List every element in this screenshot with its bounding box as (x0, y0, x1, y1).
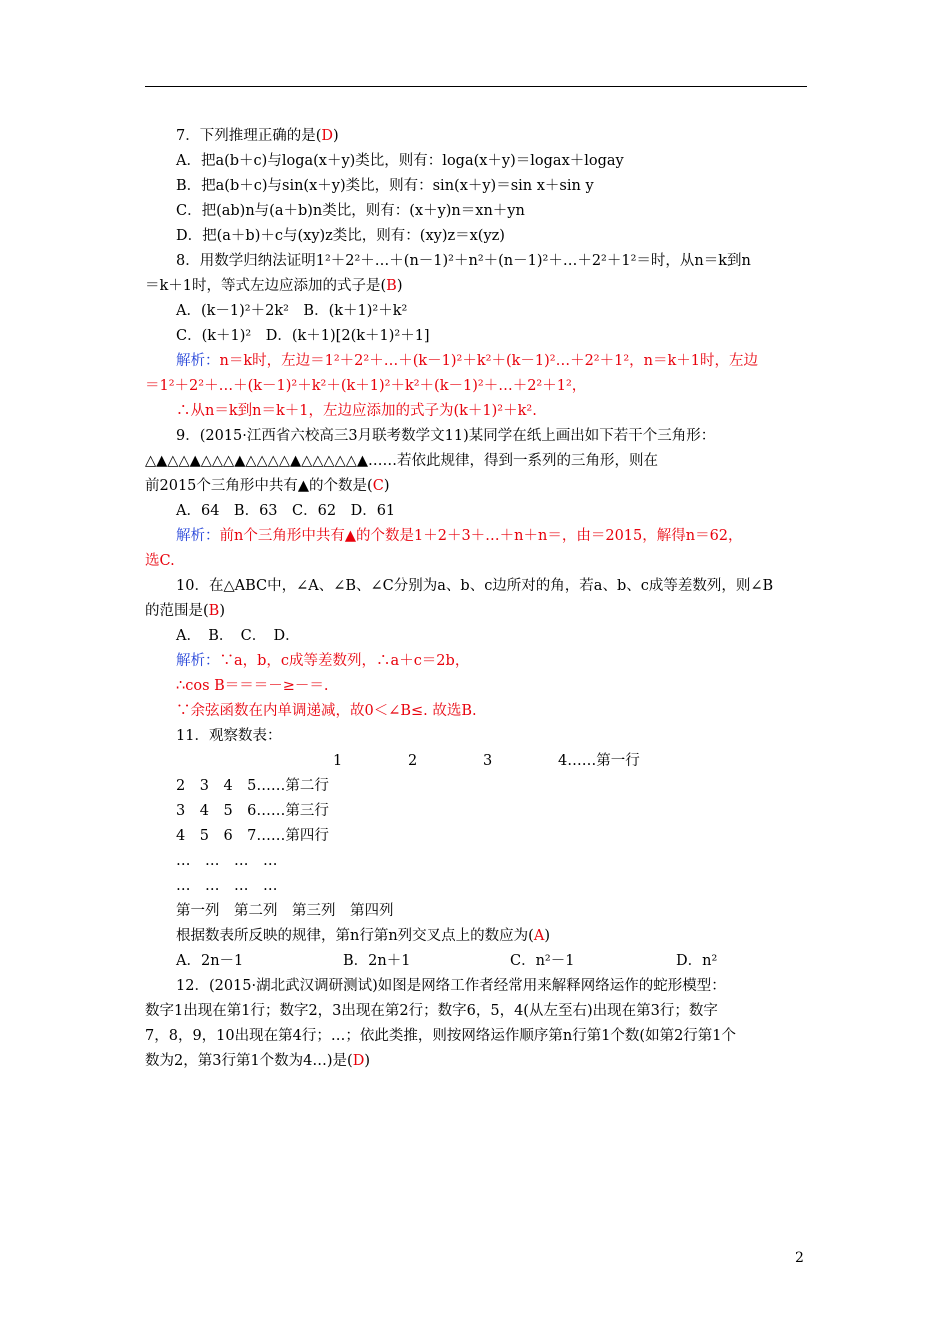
line-text: 9．(2015·江西省六校高三3月联考数学文11)某同学在纸上画出如下若干个三角形： (176, 428, 716, 444)
text-line-q10o (176, 627, 841, 645)
line-text: ＝k＋1时，等式左边应添加的式子是( (145, 278, 387, 294)
solution-label: 解析： (176, 528, 220, 544)
line-text: 根据数表所反映的规律，第n行第n列交叉点上的数应为( (176, 928, 534, 944)
header-rule (145, 86, 807, 87)
table-ellipsis-row-1: … … … … (176, 853, 278, 869)
text-line-q9c (145, 477, 810, 495)
line-text: 选C. (145, 553, 175, 569)
solution-label: 解析： (176, 653, 220, 669)
answer-letter: D (321, 128, 334, 144)
text-line-q11 (176, 727, 841, 745)
table-row-4: 4 5 6 7……第四行 (176, 828, 329, 844)
text-line-q8s3 (176, 402, 841, 420)
text-line-q8 (176, 252, 841, 270)
line-text: 7，8，9，10出现在第4行；…；依此类推，则按网络运作顺序第n行第1个数(如第2行第1个 (145, 1028, 737, 1044)
text-line-q8o1 (176, 302, 841, 320)
q11-option-b: B．2n＋1 (343, 953, 411, 969)
page-number: 2 (795, 1250, 804, 1266)
line-text: 前2015个三角形中共有▲的个数是( (145, 478, 373, 494)
line-text: 12．(2015·湖北武汉调研测试)如图是网络工作者经常用来解释网络运作的蛇形模型： (176, 978, 726, 994)
text-line-q8o2 (176, 327, 841, 345)
text-line-q11q (176, 927, 841, 945)
answer-close-paren: ) (364, 1053, 371, 1069)
text-line-q10b (145, 602, 810, 620)
text-line-q7 (176, 127, 841, 145)
answer-letter: C (372, 478, 384, 494)
line-text: 11．观察数表： (176, 728, 282, 744)
line-text: C．把(ab)n与(a＋b)n类比，则有：(x＋y)n＝xn＋yn (176, 203, 525, 219)
line-text: ∵余弦函数在内单调递减，故0＜∠B≤. 故选B. (176, 703, 477, 719)
table-ellipsis-row-2: … … … … (176, 878, 278, 894)
text-line-q7d (176, 227, 841, 245)
text-line-q7c (176, 202, 841, 220)
answer-close-paren: ) (396, 278, 403, 294)
answer-close-paren: ) (383, 478, 390, 494)
q11-option-a: A．2n－1 (176, 953, 244, 969)
text-line-q10 (176, 577, 841, 595)
line-text: A． B． C． D． (176, 628, 300, 644)
line-text: 8．用数学归纳法证明1²＋2²＋…＋(n－1)²＋n²＋(n－1)²＋…＋2²＋1²＝时，从n＝k到n (176, 253, 751, 269)
text-line-q7b (176, 177, 841, 195)
text-line-q12c (145, 1027, 810, 1045)
line-text: 10．在△ABC中，∠A、∠B、∠C分别为a、b、c边所对的角，若a、b、c成等差数列，则∠B (176, 578, 774, 594)
table-row-3: 3 4 5 6……第三行 (176, 803, 329, 819)
line-text: 的范围是( (145, 603, 209, 619)
line-text: ∴从n＝k到n＝k＋1，左边应添加的式子为(k＋1)²＋k². (176, 403, 537, 419)
answer-close-paren: ) (333, 128, 339, 144)
answer-close-paren: ) (544, 928, 550, 944)
answer-letter: A (533, 928, 545, 944)
line-text: 数为2，第3行第1个数为4…)是( (145, 1053, 353, 1069)
line-text: ∴cos B＝＝＝－≥－＝. (176, 678, 329, 694)
answer-letter: B (386, 278, 397, 294)
text-line-q12d (145, 1052, 810, 1070)
line-text: C．(k＋1)² D．(k＋1)[2(k＋1)²＋1] (176, 328, 430, 344)
table-column-labels: 第一列 第二列 第三列 第四列 (176, 903, 394, 919)
text-line-q12 (176, 977, 841, 995)
q11-option-c: C．n²－1 (510, 953, 575, 969)
text-line-q9s1 (176, 527, 841, 545)
line-text: D．把(a＋b)＋c与(xy)z类比，则有：(xy)z＝x(yz) (176, 228, 505, 244)
table-row-1-col-3: 3 (483, 753, 493, 769)
line-text: A．把a(b＋c)与loga(x＋y)类比，则有：loga(x＋y)＝logax＋logay (176, 153, 624, 169)
line-text: 数字1出现在第1行；数字2，3出现在第2行；数字6，5，4(从左至右)出现在第3行；数字 (145, 1003, 718, 1019)
line-text: B．把a(b＋c)与sin(x＋y)类比，则有：sin(x＋y)＝sin x＋sin y (176, 178, 594, 194)
text-line-q9o (176, 502, 841, 520)
text-line-q7a (176, 152, 841, 170)
line-text: △▲△△▲△△△▲△△△△▲△△△△△▲……若依此规律，得到一系列的三角形，则在 (145, 453, 659, 469)
line-text: 前n个三角形中共有▲的个数是1＋2＋3＋…＋n＋n＝，由＝2015，解得n＝62， (219, 528, 743, 544)
table-row-1-col-2: 2 (408, 753, 418, 769)
line-text: A．(k－1)²＋2k² B．(k＋1)²＋k² (176, 303, 408, 319)
text-line-q10s2 (176, 677, 841, 695)
solution-label: 解析： (176, 353, 220, 369)
line-text: n＝k时，左边＝1²＋2²＋…＋(k－1)²＋k²＋(k－1)²…＋2²＋1²，n＝k＋1时，左边 (219, 353, 759, 369)
line-text: ∵a，b，c成等差数列，∴a＋c＝2b， (219, 653, 470, 669)
text-line-q8b (145, 277, 810, 295)
text-line-q8s1 (176, 352, 841, 370)
answer-close-paren: ) (219, 603, 225, 619)
table-row-1-col-4: 4……第一行 (558, 753, 640, 769)
table-row-1-col-1: 1 (333, 753, 343, 769)
text-line-q9b (145, 452, 810, 470)
text-line-q12b (145, 1002, 810, 1020)
q11-option-d: D．n² (676, 953, 718, 969)
line-text: ＝1²＋2²＋…＋(k－1)²＋k²＋(k＋1)²＋k²＋(k－1)²＋…＋2²＋1²， (145, 378, 587, 394)
text-line-q10s1 (176, 652, 841, 670)
text-line-q9s2 (145, 552, 810, 570)
answer-letter: B (208, 603, 220, 619)
line-text: A．64 B．63 C．62 D．61 (176, 503, 396, 519)
text-line-q8s2 (145, 377, 810, 395)
line-text: 7．下列推理正确的是( (176, 128, 322, 144)
text-line-q10s3 (176, 702, 841, 720)
table-row-2: 2 3 4 5……第二行 (176, 778, 329, 794)
text-line-q9 (176, 427, 841, 445)
answer-letter: D (352, 1053, 365, 1069)
